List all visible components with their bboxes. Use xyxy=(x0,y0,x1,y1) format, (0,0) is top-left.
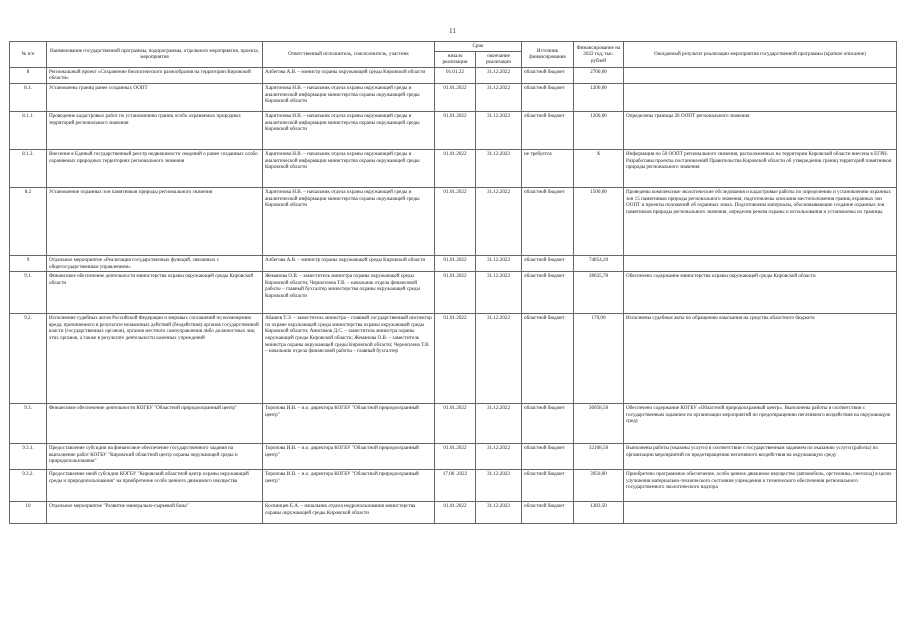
table-row xyxy=(10,67,897,83)
header-executor: Ответственный исполнитель, соисполнитель, участник xyxy=(263,42,435,68)
table-row xyxy=(10,502,897,524)
table-row xyxy=(10,444,897,470)
row-end: 31.12.2022 xyxy=(476,502,522,524)
row-executor: Харитонова Н.В. – начальник отдела охраны окружающей среды и аналитической информации министерства охраны окружающей среды Кировской области xyxy=(263,187,435,255)
row-end: 31.12.2022 xyxy=(476,404,522,444)
row-start: 01.01.2022 xyxy=(435,502,476,524)
row-start: 01.01.2022 xyxy=(435,255,476,271)
header-result: Ожидаемый результат реализации мероприятия государственной программы (краткое описание) xyxy=(624,42,897,68)
table-row xyxy=(10,404,897,444)
row-result: Определены границы 26 ООПТ регионального значения xyxy=(624,111,897,149)
row-num: 9.2. xyxy=(10,314,47,404)
row-end: 31.12.2022 xyxy=(476,187,522,255)
row-source: областной бюджет xyxy=(522,314,574,404)
row-result xyxy=(624,83,897,111)
row-result xyxy=(624,67,897,83)
row-num: 8.2 xyxy=(10,187,47,255)
row-start: 01.01.2022 xyxy=(435,444,476,470)
row-funding: 38635,70 xyxy=(574,272,624,314)
row-num: 8.1.1. xyxy=(10,111,47,149)
program-table xyxy=(9,41,897,524)
row-executor: Косвинцев Е.А. – начальник отдела недропользования министерства охраны окружающей среды Кировской области xyxy=(263,502,435,524)
row-funding: 1500,00 xyxy=(574,187,624,255)
row-funding: 3950,00 xyxy=(574,470,624,502)
row-funding: 1200,00 xyxy=(574,83,624,111)
row-start: 01.01.2022 xyxy=(435,83,476,111)
table-row xyxy=(10,470,897,502)
row-name: Исполнение судебных актов Российской Федерации и мировых соглашений по возмещению вреда, причиненного в результате незаконных действий (бездействия) органов государственной власти (государственных органов), органов местного самоуправления либо должностных лиц этих органов, а также в результате деятельности казенных учреждений xyxy=(47,314,263,404)
row-source: областной бюджет xyxy=(522,272,574,314)
table-row xyxy=(10,111,897,149)
row-name: Установлены границ ранее созданных ООПТ xyxy=(47,83,263,111)
row-source: областной бюджет xyxy=(522,470,574,502)
header-start: начало реализации xyxy=(435,51,476,67)
header-name: Наименование государственной программы, подпрограммы, отдельного мероприятия, проекта, мероприятия xyxy=(47,42,263,68)
row-result: Исполнены судебные акты по обращению взыскания на средства областного бюджета xyxy=(624,314,897,404)
row-result xyxy=(624,255,897,271)
row-num: 8.1. xyxy=(10,83,47,111)
row-start: 01.01.2022 xyxy=(435,187,476,255)
row-num: 9 xyxy=(10,255,47,271)
table-row xyxy=(10,272,897,314)
row-start: 01.01.2022 xyxy=(435,111,476,149)
row-result: Выполнены работы (оказаны услуги) в соответствии с государственным заданием по оказанию услуги (работы) по организации мероприятий по предотвращению негативного воздействия на окружающую среду xyxy=(624,444,897,470)
row-result: Приобретено программное обеспечение, особо ценное движимое имущество (автомобиль, оргтехника, снегоход) в целях улучшения материально-технического состояния учреждения и технического обеспечения регионального государственного экологического надзора xyxy=(624,470,897,502)
header-funding: Финансирование на 2022 год, тыс. рублей xyxy=(574,42,624,68)
row-source: областной бюджет xyxy=(522,502,574,524)
table-row xyxy=(10,83,897,111)
row-executor: Торопова И.В. – и.о. директора КОГБУ "Областной природоохранный центр" xyxy=(263,470,435,502)
row-num: 9.3. xyxy=(10,404,47,444)
row-name: Отдельное мероприятие «Реализация государственных функций, связанных с общегосударственным управлением» xyxy=(47,255,263,271)
header-num: № п/п xyxy=(10,42,47,68)
row-funding: 1283,50 xyxy=(574,502,624,524)
row-name: Установление охранных зон памятников природы регионального значения xyxy=(47,187,263,255)
row-source: областной бюджет xyxy=(522,444,574,470)
row-name: Внесение в Единый государственный реестр недвижимости сведений о ранее созданных особо охраняемых природных территориях регионального значения xyxy=(47,149,263,187)
row-end: 31.12.2022 xyxy=(476,314,522,404)
row-name: Финансовое обеспечение деятельности министерства охраны окружающей среды Кировской области xyxy=(47,272,263,314)
header-term: Срок xyxy=(435,42,522,52)
table-row xyxy=(10,149,897,187)
table-header-row xyxy=(10,42,897,52)
header-source: Источник финансирования xyxy=(522,42,574,68)
row-source: областной бюджет xyxy=(522,404,574,444)
row-num: 9.3.2. xyxy=(10,470,47,502)
row-name: Предоставление субсидии на финансовое обеспечение государственного задания на выполнение работ КОГБУ "Кировский областной центр охраны окружающей среды и природопользования" xyxy=(47,444,263,470)
row-executor: Жеманова О.В. – заместитель министра охраны окружающей среды Кировской области; Черноплена Т.В. – начальник отдела финансовой работы – главный бухгалтер министерства охраны окружающей среды Кировской области xyxy=(263,272,435,314)
row-name: Финансовое обеспечение деятельности КОГБУ "Областной природоохранный центр" xyxy=(47,404,263,444)
row-name: Предоставление иной субсидии КОГБУ "Кировский областной центр охраны окружающей среды и природопользования" на приобретение особо ценного движимого имущества xyxy=(47,470,263,502)
row-end: 31.12.2022 xyxy=(476,470,522,502)
header-end: окончание реализации xyxy=(476,51,522,67)
row-funding: Х xyxy=(574,149,624,187)
row-end: 31.12.2022 xyxy=(476,255,522,271)
page-number: 11 xyxy=(449,27,456,35)
row-num: 9.3.1. xyxy=(10,444,47,470)
row-result: Проведены комплексные экологические обследования и кадастровые работы по определению и установлению охранных зон 15 памятников природы регионального значения, подготовлены описания местоположения границ охранных зон ООПТ и проекты положений об охранных зонах. Подготовлены материалы, обосновывающие создание охранных зон памятников природы регионального значения, определен режим охраны и использования и установлены их границы. xyxy=(624,187,897,255)
row-source: областной бюджет xyxy=(522,255,574,271)
row-executor: Абашев Т.Э. – заместитель министра – главный государственный инспектор по охране окружающей среды министерства охраны окружающей среды Кировской области; Анисимов Д.С. – заместитель министра охраны окружающей среды Кировской области; Жеманова О.В. – заместитель министра охраны окружающей среды Кировской области; Черноплена Т.В. – начальник отдела финансовой работы – главный бухгалтер xyxy=(263,314,435,404)
row-executor: Торопова И.В. – и.о. директора КОГБУ "Областной природоохранный центр" xyxy=(263,404,435,444)
row-source: областной бюджет xyxy=(522,83,574,111)
row-result: Обеспечено содержание КОГБУ «Областной природоохранный центр». Выполнены работы в соответствии с государственным заданием по организации мероприятий по предотвращению негативного воздействия на окружающую среду xyxy=(624,404,897,444)
row-funding: 2700,00 xyxy=(574,67,624,83)
row-name: Региональный проект «Сохранение биологического разнообразия на территории Кировской области» xyxy=(47,67,263,83)
row-end: 31.12.2022 xyxy=(476,444,522,470)
row-executor: Харитонова Н.В. – начальник отдела охраны окружающей среды и аналитической информации министерства охраны окружающей среды Кировской области xyxy=(263,83,435,111)
row-result xyxy=(624,502,897,524)
row-start: 17.06 .2022 xyxy=(435,470,476,502)
row-end: 31.12.2022 xyxy=(476,67,522,83)
row-source: областной бюджет xyxy=(522,111,574,149)
row-end: 31.12.2022 xyxy=(476,111,522,149)
row-funding: 36058,50 xyxy=(574,404,624,444)
row-funding: 170,00 xyxy=(574,314,624,404)
row-executor: Албегова А.В. – министр охраны окружающей среды Кировской области xyxy=(263,255,435,271)
row-executor: Харитонова Н.В. – начальник отдела охраны окружающей среды и аналитической информации министерства охраны окружающей среды Кировской области xyxy=(263,149,435,187)
row-start: 01.01.2022 xyxy=(435,314,476,404)
row-result: Обеспечено содержание министерства охраны окружающей среды Кировской области xyxy=(624,272,897,314)
row-num: 8 xyxy=(10,67,47,83)
row-name: Отдельное мероприятие "Развитие минерально-сырьевой базы" xyxy=(47,502,263,524)
row-funding: 74854,20 xyxy=(574,255,624,271)
row-end: 31.12.2022 xyxy=(476,149,522,187)
row-source: областной бюджет xyxy=(522,187,574,255)
row-executor: Торопова И.В. – и.о. директора КОГБУ "Областной природоохранный центр" xyxy=(263,444,435,470)
table-row xyxy=(10,255,897,271)
row-start: 01.01.2022 xyxy=(435,272,476,314)
row-start: 01.01.2022 xyxy=(435,149,476,187)
table-row xyxy=(10,187,897,255)
row-end: 31.12.2022 xyxy=(476,83,522,111)
row-start: 01.01.2022 xyxy=(435,404,476,444)
row-executor: Албегова А.В. – министр охраны окружающей среды Кировской области xyxy=(263,67,435,83)
row-num: 8.1.2. xyxy=(10,149,47,187)
row-source: не требуется xyxy=(522,149,574,187)
row-funding: 32108,50 xyxy=(574,444,624,470)
row-executor: Харитонова Н.В. – начальник отдела охраны окружающей среды и аналитической информации министерства охраны окружающей среды Кировской области xyxy=(263,111,435,149)
row-num: 10 xyxy=(10,502,47,524)
row-end: 31.12.2022 xyxy=(476,272,522,314)
row-num: 9.1. xyxy=(10,272,47,314)
table-row xyxy=(10,314,897,404)
row-funding: 1200,00 xyxy=(574,111,624,149)
row-name: Проведение кадастровых работ по установлению границ особо охраняемых природных территорий регионального значения xyxy=(47,111,263,149)
row-source: областной бюджет xyxy=(522,67,574,83)
row-result: Информация по 50 ООПТ регионального значения, расположенных на территории Кировской области внесена в ЕГРН. Разработаны проекты постановлений Правительства Кировской области об утверждении границ территорий памятников природы регионального значения xyxy=(624,149,897,187)
row-start: 01.01.22 xyxy=(435,67,476,83)
